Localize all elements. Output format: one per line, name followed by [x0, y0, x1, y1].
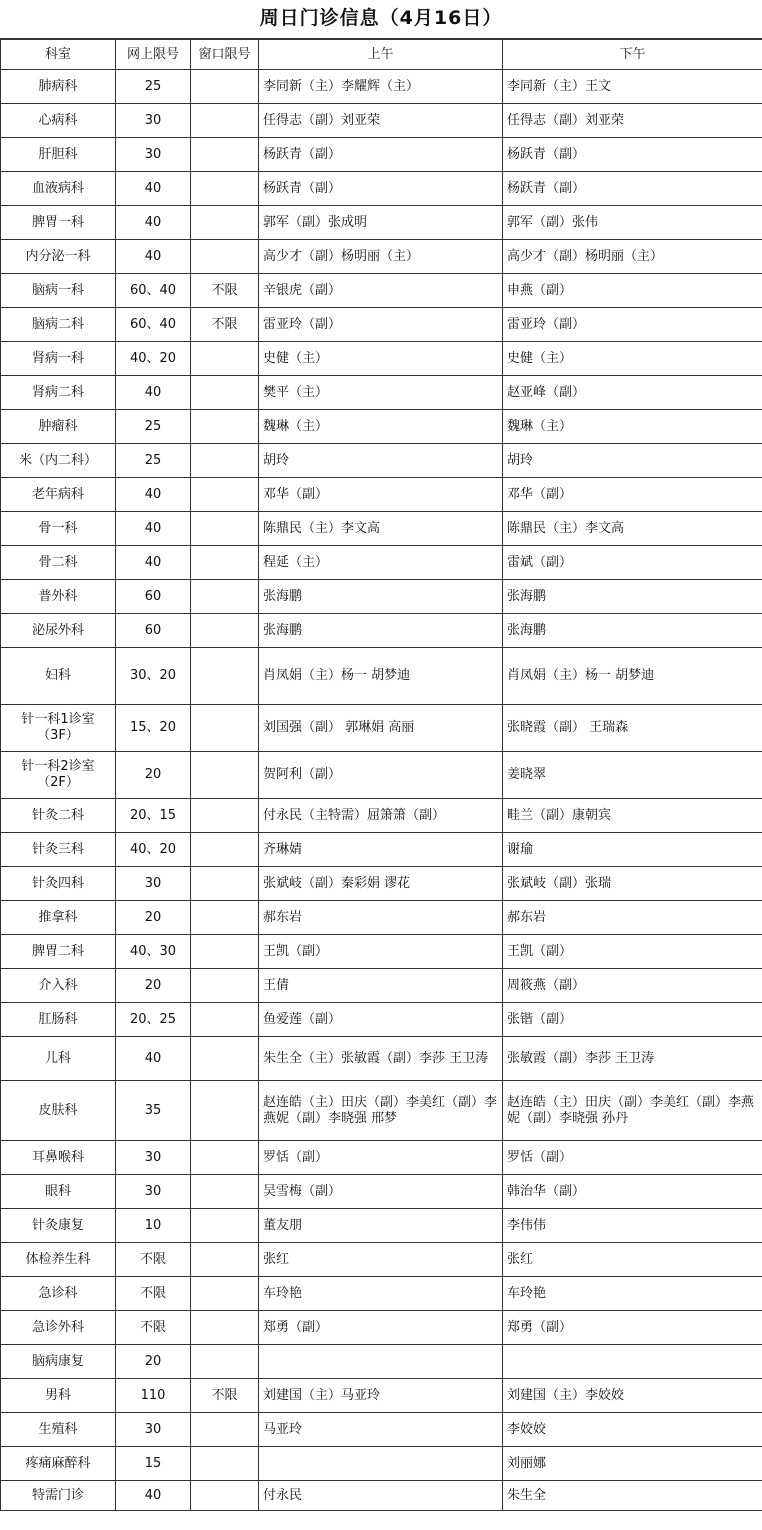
morning-doctors-cell	[259, 1447, 503, 1481]
table-row	[1, 799, 762, 833]
morning-doctors-cell: 车玲艳	[259, 1277, 503, 1311]
afternoon-doctors-cell: 姜晓翠	[503, 752, 762, 799]
table-row	[1, 1243, 762, 1277]
morning-doctors-cell: 邓华（副）	[259, 478, 503, 512]
morning-doctors-cell: 史健（主）	[259, 342, 503, 376]
dept-cell: 脾胃一科	[1, 206, 116, 240]
online-limit-cell: 15、20	[116, 705, 191, 752]
morning-doctors-cell: 付永民	[259, 1481, 503, 1511]
dept-cell: 米（内二科）	[1, 444, 116, 478]
online-limit-cell: 25	[116, 70, 191, 104]
dept-cell: 心病科	[1, 104, 116, 138]
afternoon-doctors-cell: 胡玲	[503, 444, 762, 478]
window-limit-cell	[191, 104, 259, 138]
page-title: 周日门诊信息（4月16日）	[0, 0, 762, 39]
morning-doctors-cell: 赵连皓（主）田庆（副）李美红（副）李燕妮（副）李晓强 邢梦	[259, 1081, 503, 1141]
online-limit-cell: 60、40	[116, 274, 191, 308]
table-row	[1, 1345, 762, 1379]
dept-cell: 特需门诊	[1, 1481, 116, 1511]
dept-cell: 肛肠科	[1, 1003, 116, 1037]
dept-cell: 针灸三科	[1, 833, 116, 867]
dept-cell: 肺病科	[1, 70, 116, 104]
table-row	[1, 512, 762, 546]
morning-doctors-cell: 齐琳婧	[259, 833, 503, 867]
afternoon-doctors-cell: 邓华（副）	[503, 478, 762, 512]
window-limit-cell	[191, 1243, 259, 1277]
online-limit-cell: 20、15	[116, 799, 191, 833]
morning-doctors-cell: 肖凤娟（主）杨一 胡梦迪	[259, 648, 503, 705]
online-limit-cell: 40	[116, 546, 191, 580]
morning-doctors-cell: 郝东岩	[259, 901, 503, 935]
morning-doctors-cell: 李同新（主）李耀辉（主）	[259, 70, 503, 104]
morning-doctors-cell: 马亚玲	[259, 1413, 503, 1447]
window-limit-cell	[191, 648, 259, 705]
online-limit-cell: 40	[116, 376, 191, 410]
dept-cell: 急诊外科	[1, 1311, 116, 1345]
afternoon-doctors-cell: 郭军（副）张伟	[503, 206, 762, 240]
morning-doctors-cell: 任得志（副）刘亚荣	[259, 104, 503, 138]
online-limit-cell: 30、20	[116, 648, 191, 705]
dept-cell: 脾胃二科	[1, 935, 116, 969]
dept-cell: 针灸二科	[1, 799, 116, 833]
online-limit-cell: 40	[116, 1481, 191, 1511]
window-limit-cell	[191, 580, 259, 614]
morning-doctors-cell: 罗恬（副）	[259, 1141, 503, 1175]
online-limit-cell: 40、30	[116, 935, 191, 969]
online-limit-cell: 35	[116, 1081, 191, 1141]
window-limit-cell	[191, 1345, 259, 1379]
dept-cell: 肿瘤科	[1, 410, 116, 444]
morning-doctors-cell: 张海鹏	[259, 580, 503, 614]
morning-doctors-cell: 程延（主）	[259, 546, 503, 580]
dept-cell: 急诊科	[1, 1277, 116, 1311]
dept-cell: 耳鼻喉科	[1, 1141, 116, 1175]
window-limit-cell	[191, 376, 259, 410]
table-row	[1, 833, 762, 867]
online-limit-cell: 15	[116, 1447, 191, 1481]
table-row	[1, 1141, 762, 1175]
dept-cell: 针灸四科	[1, 867, 116, 901]
afternoon-doctors-cell: 王凯（副）	[503, 935, 762, 969]
dept-cell: 血液病科	[1, 172, 116, 206]
window-limit-cell	[191, 70, 259, 104]
table-row	[1, 478, 762, 512]
afternoon-doctors-cell: 赵连皓（主）田庆（副）李美红（副）李燕妮（副）李晓强 孙丹	[503, 1081, 762, 1141]
table-row	[1, 752, 762, 799]
dept-cell: 儿科	[1, 1037, 116, 1081]
dept-cell: 体检养生科	[1, 1243, 116, 1277]
online-limit-cell: 30	[116, 104, 191, 138]
window-limit-cell	[191, 512, 259, 546]
morning-doctors-cell: 鱼爱莲（副）	[259, 1003, 503, 1037]
table-row	[1, 614, 762, 648]
online-limit-cell: 60	[116, 580, 191, 614]
window-limit-cell	[191, 799, 259, 833]
window-limit-cell	[191, 546, 259, 580]
afternoon-doctors-cell: 雷斌（副）	[503, 546, 762, 580]
window-limit-cell	[191, 705, 259, 752]
afternoon-doctors-cell: 张海鹏	[503, 614, 762, 648]
dept-cell: 脑病一科	[1, 274, 116, 308]
online-limit-cell: 40	[116, 240, 191, 274]
morning-doctors-cell: 胡玲	[259, 444, 503, 478]
table-row	[1, 308, 762, 342]
afternoon-doctors-cell: 张晓霞（副） 王瑞森	[503, 705, 762, 752]
afternoon-doctors-cell: 周筱燕（副）	[503, 969, 762, 1003]
online-limit-cell: 40	[116, 512, 191, 546]
afternoon-doctors-cell: 肖凤娟（主）杨一 胡梦迪	[503, 648, 762, 705]
online-limit-cell: 25	[116, 444, 191, 478]
table-row	[1, 1481, 762, 1511]
dept-cell: 脑病二科	[1, 308, 116, 342]
window-limit-cell	[191, 172, 259, 206]
table-row	[1, 1413, 762, 1447]
window-limit-cell	[191, 867, 259, 901]
morning-doctors-cell: 吴雪梅（副）	[259, 1175, 503, 1209]
table-row	[1, 240, 762, 274]
afternoon-doctors-cell: 车玲艳	[503, 1277, 762, 1311]
dept-cell: 眼科	[1, 1175, 116, 1209]
dept-cell: 泌尿外科	[1, 614, 116, 648]
table-row	[1, 172, 762, 206]
online-limit-cell: 10	[116, 1209, 191, 1243]
dept-cell: 骨一科	[1, 512, 116, 546]
afternoon-doctors-cell: 张红	[503, 1243, 762, 1277]
online-limit-cell: 30	[116, 1175, 191, 1209]
afternoon-doctors-cell: 杨跃青（副）	[503, 138, 762, 172]
dept-cell: 肾病一科	[1, 342, 116, 376]
window-limit-cell	[191, 444, 259, 478]
dept-cell: 普外科	[1, 580, 116, 614]
table-row	[1, 1003, 762, 1037]
online-limit-cell: 20	[116, 752, 191, 799]
afternoon-doctors-cell: 史健（主）	[503, 342, 762, 376]
morning-doctors-cell: 雷亚玲（副）	[259, 308, 503, 342]
afternoon-doctors-cell: 高少才（副）杨明丽（主）	[503, 240, 762, 274]
table-row	[1, 138, 762, 172]
afternoon-doctors-cell: 郝东岩	[503, 901, 762, 935]
table-body	[1, 70, 762, 1511]
window-limit-cell	[191, 901, 259, 935]
morning-doctors-cell: 张海鹏	[259, 614, 503, 648]
dept-cell: 骨二科	[1, 546, 116, 580]
window-limit-cell	[191, 833, 259, 867]
table-row	[1, 444, 762, 478]
afternoon-doctors-cell: 张敏霞（副）李莎 王卫涛	[503, 1037, 762, 1081]
table-header-row	[1, 40, 762, 70]
morning-doctors-cell: 王倩	[259, 969, 503, 1003]
dept-cell: 针一科2诊室（2F）	[1, 752, 116, 799]
window-limit-cell	[191, 1311, 259, 1345]
table-row	[1, 1209, 762, 1243]
afternoon-doctors-cell: 韩治华（副）	[503, 1175, 762, 1209]
dept-cell: 针灸康复	[1, 1209, 116, 1243]
header-dept: 科室	[1, 40, 116, 70]
window-limit-cell	[191, 1413, 259, 1447]
online-limit-cell: 20	[116, 1345, 191, 1379]
morning-doctors-cell: 高少才（副）杨明丽（主）	[259, 240, 503, 274]
morning-doctors-cell: 郭军（副）张成明	[259, 206, 503, 240]
online-limit-cell: 30	[116, 867, 191, 901]
morning-doctors-cell: 辛银虎（副）	[259, 274, 503, 308]
morning-doctors-cell: 付永民（主特需）屈箫箫（副）	[259, 799, 503, 833]
window-limit-cell	[191, 240, 259, 274]
afternoon-doctors-cell: 张锴（副）	[503, 1003, 762, 1037]
table-row	[1, 901, 762, 935]
dept-cell: 针一科1诊室（3F）	[1, 705, 116, 752]
window-limit-cell	[191, 1037, 259, 1081]
online-limit-cell: 40	[116, 1037, 191, 1081]
dept-cell: 脑病康复	[1, 1345, 116, 1379]
dept-cell: 男科	[1, 1379, 116, 1413]
online-limit-cell: 40、20	[116, 342, 191, 376]
window-limit-cell	[191, 1141, 259, 1175]
dept-cell: 肾病二科	[1, 376, 116, 410]
header-morning: 上午	[259, 40, 503, 70]
dept-cell: 介入科	[1, 969, 116, 1003]
table-row	[1, 376, 762, 410]
afternoon-doctors-cell: 杨跃青（副）	[503, 172, 762, 206]
table-row	[1, 274, 762, 308]
window-limit-cell	[191, 969, 259, 1003]
morning-doctors-cell: 樊平（主）	[259, 376, 503, 410]
afternoon-doctors-cell: 李姣姣	[503, 1413, 762, 1447]
window-limit-cell	[191, 1481, 259, 1511]
afternoon-doctors-cell: 刘建国（主）李姣姣	[503, 1379, 762, 1413]
morning-doctors-cell: 张斌岐（副）秦彩娟 谬花	[259, 867, 503, 901]
window-limit-cell	[191, 478, 259, 512]
window-limit-cell	[191, 206, 259, 240]
table-row	[1, 1311, 762, 1345]
window-limit-cell	[191, 1447, 259, 1481]
window-limit-cell	[191, 614, 259, 648]
table-row	[1, 705, 762, 752]
morning-doctors-cell: 杨跃青（副）	[259, 138, 503, 172]
morning-doctors-cell: 王凯（副）	[259, 935, 503, 969]
afternoon-doctors-cell: 张斌岐（副）张瑞	[503, 867, 762, 901]
afternoon-doctors-cell: 郑勇（副）	[503, 1311, 762, 1345]
morning-doctors-cell: 刘建国（主）马亚玲	[259, 1379, 503, 1413]
window-limit-cell	[191, 1175, 259, 1209]
window-limit-cell: 不限	[191, 308, 259, 342]
afternoon-doctors-cell: 李同新（主）王文	[503, 70, 762, 104]
window-limit-cell	[191, 1209, 259, 1243]
online-limit-cell: 40、20	[116, 833, 191, 867]
afternoon-doctors-cell: 赵亚峰（副）	[503, 376, 762, 410]
online-limit-cell: 25	[116, 410, 191, 444]
online-limit-cell: 40	[116, 172, 191, 206]
afternoon-doctors-cell: 李伟伟	[503, 1209, 762, 1243]
window-limit-cell	[191, 410, 259, 444]
table-row	[1, 104, 762, 138]
afternoon-doctors-cell: 朱生全	[503, 1481, 762, 1511]
morning-doctors-cell: 魏琳（主）	[259, 410, 503, 444]
window-limit-cell: 不限	[191, 274, 259, 308]
online-limit-cell: 不限	[116, 1277, 191, 1311]
table-row	[1, 546, 762, 580]
online-limit-cell: 20、25	[116, 1003, 191, 1037]
window-limit-cell: 不限	[191, 1379, 259, 1413]
window-limit-cell	[191, 1277, 259, 1311]
header-online-limit: 网上限号	[116, 40, 191, 70]
table-row	[1, 648, 762, 705]
afternoon-doctors-cell	[503, 1345, 762, 1379]
afternoon-doctors-cell: 刘丽娜	[503, 1447, 762, 1481]
header-window-limit: 窗口限号	[191, 40, 259, 70]
morning-doctors-cell: 董友朋	[259, 1209, 503, 1243]
online-limit-cell: 110	[116, 1379, 191, 1413]
afternoon-doctors-cell: 雷亚玲（副）	[503, 308, 762, 342]
header-afternoon: 下午	[503, 40, 762, 70]
online-limit-cell: 20	[116, 901, 191, 935]
window-limit-cell	[191, 752, 259, 799]
table-row	[1, 969, 762, 1003]
table-row	[1, 1447, 762, 1481]
table-row	[1, 206, 762, 240]
morning-doctors-cell: 郑勇（副）	[259, 1311, 503, 1345]
online-limit-cell: 30	[116, 1141, 191, 1175]
morning-doctors-cell: 陈鼎民（主）李文高	[259, 512, 503, 546]
table-row	[1, 935, 762, 969]
table-row	[1, 342, 762, 376]
window-limit-cell	[191, 1003, 259, 1037]
afternoon-doctors-cell: 畦兰（副）康朝宾	[503, 799, 762, 833]
schedule-table	[0, 39, 762, 1511]
online-limit-cell: 40	[116, 478, 191, 512]
table-row	[1, 70, 762, 104]
online-limit-cell: 20	[116, 969, 191, 1003]
afternoon-doctors-cell: 申燕（副）	[503, 274, 762, 308]
table-row	[1, 1379, 762, 1413]
table-row	[1, 1037, 762, 1081]
dept-cell: 生殖科	[1, 1413, 116, 1447]
window-limit-cell	[191, 138, 259, 172]
table-row	[1, 1081, 762, 1141]
table-row	[1, 1175, 762, 1209]
window-limit-cell	[191, 1081, 259, 1141]
morning-doctors-cell: 刘国强（副） 郭琳娟 高丽	[259, 705, 503, 752]
online-limit-cell: 60	[116, 614, 191, 648]
afternoon-doctors-cell: 魏琳（主）	[503, 410, 762, 444]
morning-doctors-cell: 朱生全（主）张敏霞（副）李莎 王卫涛	[259, 1037, 503, 1081]
dept-cell: 妇科	[1, 648, 116, 705]
dept-cell: 内分泌一科	[1, 240, 116, 274]
table-row	[1, 410, 762, 444]
dept-cell: 肝胆科	[1, 138, 116, 172]
online-limit-cell: 30	[116, 138, 191, 172]
afternoon-doctors-cell: 罗恬（副）	[503, 1141, 762, 1175]
online-limit-cell: 不限	[116, 1311, 191, 1345]
online-limit-cell: 不限	[116, 1243, 191, 1277]
morning-doctors-cell	[259, 1345, 503, 1379]
morning-doctors-cell: 贺阿利（副）	[259, 752, 503, 799]
morning-doctors-cell: 张红	[259, 1243, 503, 1277]
table-row	[1, 580, 762, 614]
online-limit-cell: 40	[116, 206, 191, 240]
window-limit-cell	[191, 342, 259, 376]
afternoon-doctors-cell: 张海鹏	[503, 580, 762, 614]
afternoon-doctors-cell: 陈鼎民（主）李文高	[503, 512, 762, 546]
morning-doctors-cell: 杨跃青（副）	[259, 172, 503, 206]
dept-cell: 推拿科	[1, 901, 116, 935]
table-row	[1, 1277, 762, 1311]
table-row	[1, 867, 762, 901]
afternoon-doctors-cell: 谢瑜	[503, 833, 762, 867]
dept-cell: 皮肤科	[1, 1081, 116, 1141]
window-limit-cell	[191, 935, 259, 969]
online-limit-cell: 60、40	[116, 308, 191, 342]
dept-cell: 疼痛麻醉科	[1, 1447, 116, 1481]
online-limit-cell: 30	[116, 1413, 191, 1447]
afternoon-doctors-cell: 任得志（副）刘亚荣	[503, 104, 762, 138]
dept-cell: 老年病科	[1, 478, 116, 512]
